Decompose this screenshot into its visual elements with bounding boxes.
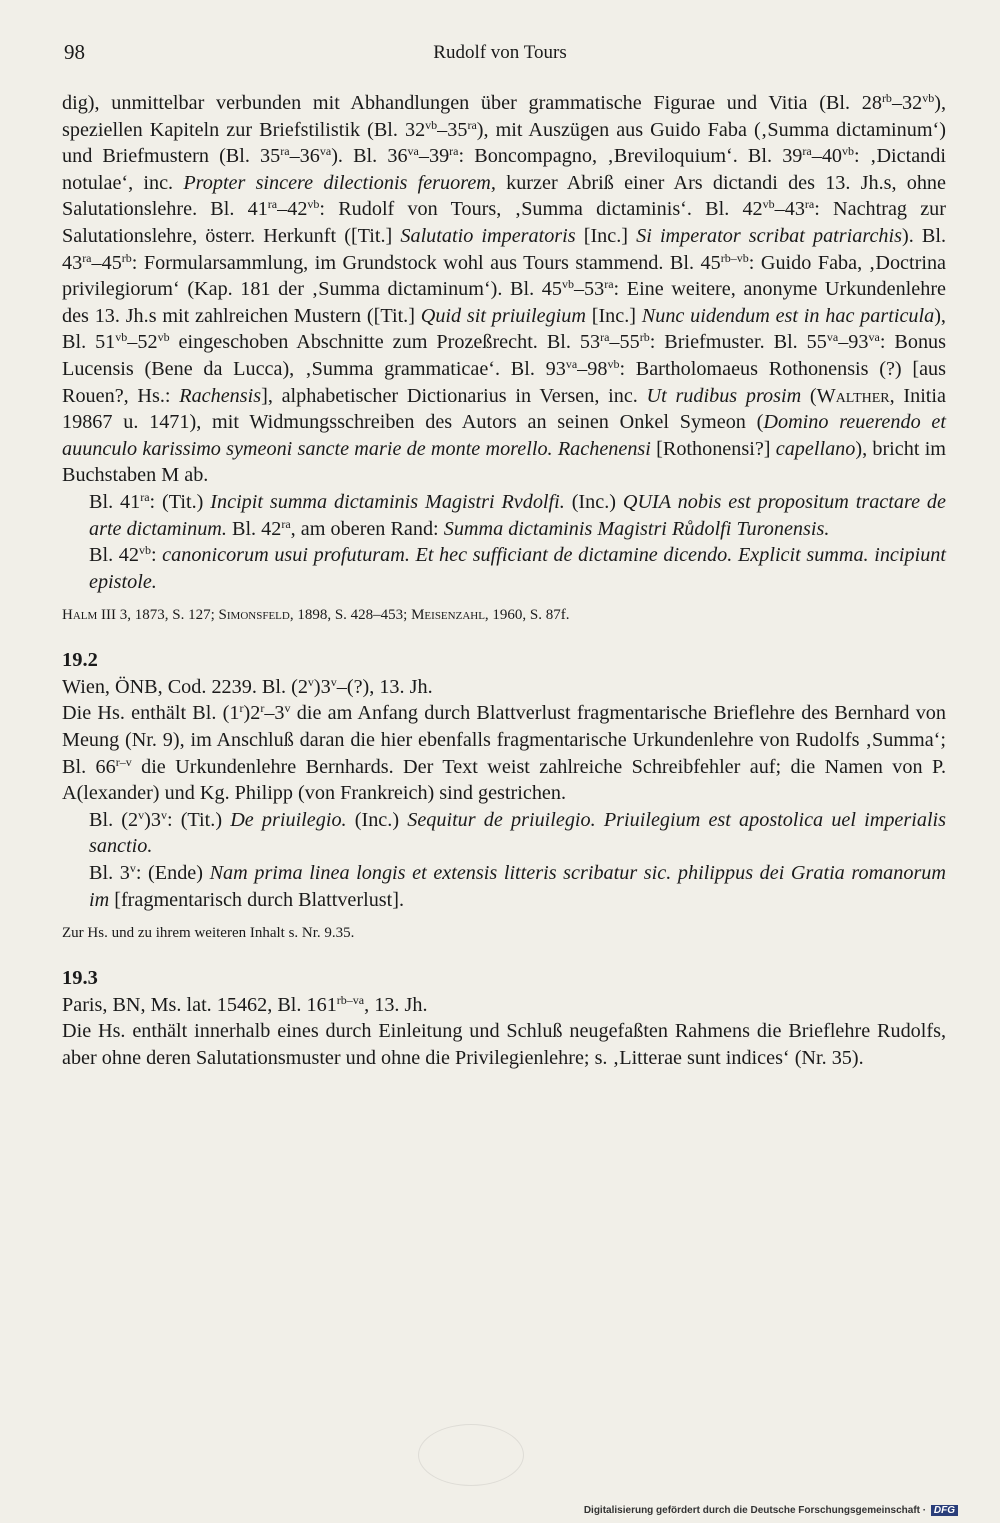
shelfmark-19-2: Wien, ÖNB, Cod. 2239. Bl. (2$^v$)3$^v$–(?), 13. Jh.	[62, 674, 433, 698]
digitization-credit	[584, 1505, 958, 1516]
explicit-19-2: Bl. 3$^v$: (Ende) Nam prima linea longis et extensis litteris scribatur sic. philippus dei Gratia romanorum im [fragmentarisch durch Blattverlust].	[89, 861, 946, 911]
running-title: Rudolf von Tours	[433, 42, 567, 63]
page-number: 98	[64, 40, 85, 64]
section-heading-19-3: 19.3	[62, 967, 98, 990]
library-stamp-faint	[418, 1424, 524, 1486]
incipit-paragraph: Bl. $41^{ra}$: (Tit.) Incipit summa dictaminis Magistri Rvdolfi. (Inc.) QUIA nobis est propositum tractare de arte dictaminum. Bl. $42^{ra}$, am oberen Rand: Summa dictaminis Magistri Růdolfi Turonensis.	[89, 489, 946, 540]
section-heading-19-2: 19.2	[62, 649, 98, 672]
main-text	[62, 90, 946, 1072]
shelfmark-19-3: Paris, BN, Ms. lat. 15462, Bl. $161^{rb-va}$, 13. Jh.	[62, 992, 428, 1016]
description-19-2: Die Hs. enthält Bl. (1$^r$)2$^r$–3$^v$ die am Anfang durch Blattverlust fragmentarische Brieflehre des Bernhard von Meung (Nr. 9), im Anschluß daran die hier ebenfalls fragmentarische Urkundenlehre von Rudolfs ‚Summa‘; Bl. 66$^{r-v}$ die Urkundenlehre Bernhards. Der Text weist zahlreiche Schreibfehler auf; die Namen von P. A(lexander) und Kg. Philipp (von Frankreich) sind gestrichen.	[62, 701, 946, 805]
incipit-19-2: Bl. (2$^v$)3$^v$: (Tit.) De priuilegio. (Inc.) Sequitur de priuilegio. Priuilegium est apostolica uel imperialis sanctio.	[89, 807, 947, 858]
literature-note: Halm III 3, 1873, S. 127; Simonsfeld, 1898, S. 428–453; Meisenzahl, 1960, S. 87f.	[62, 607, 570, 624]
explicit-paragraph: Bl. $42^{vb}$: canonicorum usui profuturam. Et hec sufficiant de dictamine dicendo. Explicit summa. incipiunt epistole.	[89, 543, 946, 593]
dfg-logo: DFG	[931, 1505, 958, 1516]
credit-text: Digitalisierung gefördert durch die Deutsche Forschungsgemeinschaft ·	[583, 1505, 927, 1516]
description-19-3: Die Hs. enthält innerhalb eines durch Einleitung und Schluß neugefaßten Rahmens die Brieflehre Rudolfs, aber ohne deren Salutationsmuster und ohne die Privilegienlehre; s. ‚Litterae sunt indices‘ (Nr. 35).	[62, 1020, 946, 1069]
note-19-2: Zur Hs. und zu ihrem weiteren Inhalt s. Nr. 9.35.	[62, 925, 355, 942]
manuscript-contents-paragraph: dig), unmittelbar verbunden mit Abhandlungen über grammatische Figurae und Vitia (Bl. $28^{rb}-32^{vb}$), speziellen Kapiteln zur Briefstilistik (Bl. $32^{vb}-35^{ra}$), mit Auszügen aus Guido Faba (‚Summa dictaminum‘) und Briefmustern (Bl. $35^{ra}-36^{va}$). Bl. $36^{va}-39^{ra}$: Boncompagno, ‚Breviloquium‘. Bl. $39^{ra}-40^{vb}$: ‚Dictandi notulae‘, inc. Propter sincere dilectionis feruorem, kurzer Abriß einer Ars dictandi des 13. Jh.s, ohne Salutationslehre. Bl. $41^{ra}-42^{vb}$: Rudolf von Tours, ‚Summa dictaminis‘. Bl. $42^{vb}-43^{ra}$: Nachtrag zur Salutationslehre, österr. Herkunft ([Tit.] Salutatio imperatoris [Inc.] Si imperator scribat patriarchis). Bl. $43^{ra}-45^{rb}$: Formularsammlung, im Grundstock wohl aus Tours stammend. Bl. $45^{rb-vb}$: Guido Faba, ‚Doctrina privilegiorum‘ (Kap. 181 der ‚Summa dictaminum‘). Bl. $45^{vb}-53^{ra}$: Eine weitere, anonyme Urkundenlehre des 13. Jh.s mit zahlreichen Mustern ([Tit.] Quid sit priuilegium [Inc.] Nunc uidendum est in hac particula), Bl. $51^{vb}-52^{vb}$ eingeschoben Abschnitte zum Prozeßrecht. Bl. $53^{ra}-55^{rb}$: Briefmuster. Bl. $55^{va}-93^{va}$: Bonus Lucensis (Bene da Lucca), ‚Summa grammaticae‘. Bl. $93^{va}-98^{vb}$: Bartholomaeus Rothonensis (?) [aus Rouen?, Hs.: Rachensis], alphabetischer Dictionarius in Versen, inc. Ut rudibus prosim (Walther, Initia 19867 u. 1471), mit Widmungsschreiben des Autors an seinen Onkel Symeon (Domino reuerendo et auunculo karissimo symeoni sancte marie de monte morello. Rachenensi [Rothonensi?] capellano), bricht im Buchstaben M ab.	[62, 91, 947, 487]
